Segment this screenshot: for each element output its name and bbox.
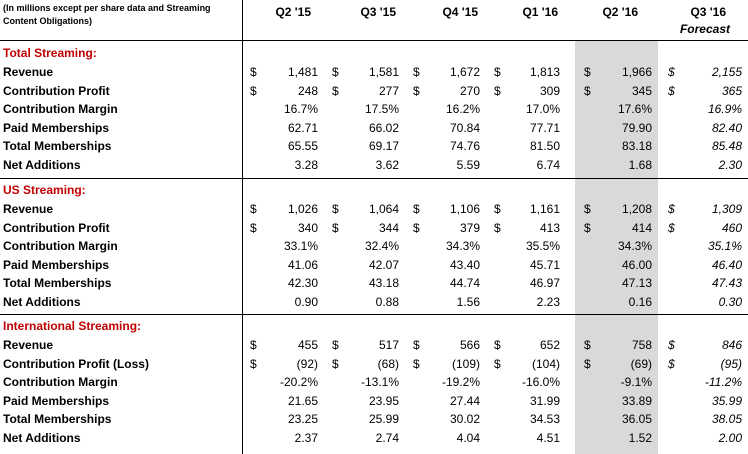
- cell-value: 1,481: [287, 65, 318, 79]
- header-rule: [0, 40, 748, 41]
- cell-value: 25.99: [368, 412, 399, 426]
- cell-value: 1,026: [287, 202, 318, 216]
- cell-value: 82.40: [711, 120, 742, 135]
- cell-value: 3.28: [294, 157, 318, 172]
- cell-value: 35.99: [711, 393, 742, 408]
- currency-symbol: $: [250, 202, 257, 216]
- currency-symbol: $: [668, 356, 675, 371]
- currency-symbol: $: [250, 83, 257, 98]
- cell-value: 0.30: [718, 294, 742, 309]
- cell-value: 846: [721, 338, 742, 352]
- currency-symbol: $: [332, 65, 339, 79]
- cell-value: -9.1%: [620, 375, 652, 389]
- cell-value: 517: [378, 338, 399, 352]
- currency-symbol: $: [413, 338, 420, 352]
- cell-value: 1,208: [621, 202, 652, 216]
- forecast-label: Forecast: [679, 22, 730, 36]
- cell-value: -13.1%: [360, 375, 399, 389]
- cell-value: 17.5%: [364, 102, 399, 116]
- cell-value: 2.37: [294, 430, 318, 445]
- cell-value: 3.62: [375, 157, 399, 172]
- table-row: [0, 119, 748, 137]
- cell-value: -16.0%: [521, 375, 560, 389]
- cell-value: 340: [297, 220, 318, 235]
- cell-value: 66.02: [368, 120, 399, 135]
- currency-symbol: $: [250, 356, 257, 371]
- column-header-q4-15: Q4 '15: [442, 5, 478, 19]
- cell-value: 1.68: [628, 157, 652, 172]
- cell-value: 31.99: [529, 393, 560, 408]
- table-row: [0, 429, 748, 447]
- cell-value: 2.74: [375, 430, 399, 445]
- cell-value: 16.2%: [445, 102, 480, 116]
- cell-value: 47.13: [621, 276, 652, 290]
- cell-value: 17.6%: [617, 102, 652, 116]
- cell-value: 345: [631, 83, 652, 98]
- cell-value: 77.71: [529, 120, 560, 135]
- cell-value: 79.90: [621, 120, 652, 135]
- cell-value: 758: [631, 338, 652, 352]
- cell-value: 460: [721, 220, 742, 235]
- cell-value: 46.00: [621, 257, 652, 272]
- cell-value: 1,161: [529, 202, 560, 216]
- currency-symbol: $: [668, 338, 675, 352]
- cell-value: 35.1%: [707, 239, 742, 253]
- cell-value: 5.59: [456, 157, 480, 172]
- cell-value: 0.90: [294, 294, 318, 309]
- cell-value: 44.74: [449, 276, 480, 290]
- row-label: Total Memberships: [3, 139, 112, 153]
- cell-value: 1,106: [449, 202, 480, 216]
- currency-symbol: $: [332, 356, 339, 371]
- row-label: Net Additions: [3, 430, 81, 445]
- cell-value: 379: [459, 220, 480, 235]
- column-header-q3-16: Q3 '16: [690, 5, 726, 19]
- currency-symbol: $: [668, 220, 675, 235]
- currency-symbol: $: [494, 83, 501, 98]
- cell-value: 47.43: [711, 276, 742, 290]
- cell-value: 32.4%: [364, 239, 399, 253]
- table-row: [0, 100, 748, 118]
- currency-symbol: $: [250, 338, 257, 352]
- cell-value: (109): [451, 356, 480, 371]
- table-row: [0, 219, 748, 237]
- currency-symbol: $: [250, 65, 257, 79]
- table-row: [0, 373, 748, 391]
- currency-symbol: $: [413, 83, 420, 98]
- column-header-q2-15: Q2 '15: [275, 5, 311, 19]
- cell-value: 85.48: [711, 139, 742, 153]
- currency-symbol: $: [332, 202, 339, 216]
- table-row: [0, 63, 748, 81]
- cell-value: 309: [539, 83, 560, 98]
- cell-value: (92): [296, 356, 318, 371]
- cell-value: 6.74: [536, 157, 560, 172]
- currency-symbol: $: [250, 220, 257, 235]
- cell-value: (68): [377, 356, 399, 371]
- cell-value: 33.1%: [283, 239, 318, 253]
- row-label: Net Additions: [3, 294, 81, 309]
- cell-value: (69): [630, 356, 652, 371]
- cell-value: 34.3%: [617, 239, 652, 253]
- currency-symbol: $: [668, 202, 675, 216]
- cell-value: 4.51: [536, 430, 560, 445]
- cell-value: 248: [297, 83, 318, 98]
- cell-value: 38.05: [711, 412, 742, 426]
- table-row: [0, 237, 748, 255]
- cell-value: 455: [297, 338, 318, 352]
- row-label: Contribution Margin: [3, 239, 118, 253]
- cell-value: 413: [539, 220, 560, 235]
- cell-value: 45.71: [529, 257, 560, 272]
- row-label: Revenue: [3, 338, 54, 352]
- section-title: US Streaming:: [3, 183, 86, 197]
- cell-value: 74.76: [449, 139, 480, 153]
- cell-value: 414: [631, 220, 652, 235]
- row-label: Total Memberships: [3, 412, 112, 426]
- currency-symbol: $: [584, 356, 591, 371]
- table-row: [0, 355, 748, 373]
- currency-symbol: $: [332, 338, 339, 352]
- cell-value: 42.07: [368, 257, 399, 272]
- currency-symbol: $: [494, 220, 501, 235]
- cell-value: 41.06: [287, 257, 318, 272]
- currency-symbol: $: [668, 65, 675, 79]
- currency-symbol: $: [584, 220, 591, 235]
- row-label: Revenue: [3, 202, 54, 216]
- currency-symbol: $: [332, 220, 339, 235]
- cell-value: 21.65: [287, 393, 318, 408]
- cell-value: 270: [459, 83, 480, 98]
- currency-symbol: $: [413, 65, 420, 79]
- cell-value: -19.2%: [441, 375, 480, 389]
- cell-value: 2.23: [536, 294, 560, 309]
- cell-value: 2.30: [718, 157, 742, 172]
- currency-symbol: $: [584, 338, 591, 352]
- cell-value: 65.55: [287, 139, 318, 153]
- cell-value: 0.88: [375, 294, 399, 309]
- cell-value: 1,064: [368, 202, 399, 216]
- row-label: Paid Memberships: [3, 393, 110, 408]
- cell-value: 23.25: [287, 412, 318, 426]
- table-row: [0, 392, 748, 410]
- cell-value: 83.18: [621, 139, 652, 153]
- table-row: [0, 410, 748, 428]
- cell-value: 16.9%: [707, 102, 742, 116]
- cell-value: (95): [720, 356, 742, 371]
- table-row: [0, 82, 748, 100]
- currency-symbol: $: [494, 65, 501, 79]
- row-label: Contribution Margin: [3, 102, 118, 116]
- cell-value: 16.7%: [283, 102, 318, 116]
- cell-value: 43.40: [449, 257, 480, 272]
- cell-value: 2,155: [711, 65, 742, 79]
- cell-value: 69.17: [368, 139, 399, 153]
- cell-value: 344: [378, 220, 399, 235]
- row-label: Paid Memberships: [3, 120, 110, 135]
- cell-value: 1,581: [368, 65, 399, 79]
- cell-value: 17.0%: [525, 102, 560, 116]
- cell-value: 42.30: [287, 276, 318, 290]
- table-row: [0, 336, 748, 354]
- cell-value: 33.89: [621, 393, 652, 408]
- section-title-row: [0, 44, 748, 62]
- cell-value: 46.97: [529, 276, 560, 290]
- currency-symbol: $: [668, 83, 675, 98]
- cell-value: 0.16: [628, 294, 652, 309]
- cell-value: 34.3%: [445, 239, 480, 253]
- cell-value: 34.53: [529, 412, 560, 426]
- cell-value: -11.2%: [704, 375, 742, 389]
- table-row: [0, 137, 748, 155]
- row-label: Paid Memberships: [3, 257, 110, 272]
- cell-value: 35.5%: [525, 239, 560, 253]
- column-header-q1-16: Q1 '16: [522, 5, 558, 19]
- section-title-row: [0, 181, 748, 199]
- cell-value: 4.04: [456, 430, 480, 445]
- row-label: Contribution Margin: [3, 375, 118, 389]
- table-row: [0, 200, 748, 218]
- column-header-q3-15: Q3 '15: [360, 5, 396, 19]
- section-rule: [0, 314, 748, 315]
- row-label: Net Additions: [3, 157, 81, 172]
- cell-value: 62.71: [287, 120, 318, 135]
- currency-symbol: $: [413, 202, 420, 216]
- table-row: [0, 274, 748, 292]
- cell-value: 30.02: [449, 412, 480, 426]
- currency-symbol: $: [584, 83, 591, 98]
- cell-value: 365: [721, 83, 742, 98]
- cell-value: 652: [539, 338, 560, 352]
- cell-value: 27.44: [449, 393, 480, 408]
- cell-value: 1,309: [711, 202, 742, 216]
- cell-value: 2.00: [718, 430, 742, 445]
- cell-value: 1,672: [449, 65, 480, 79]
- currency-symbol: $: [584, 202, 591, 216]
- currency-symbol: $: [494, 202, 501, 216]
- cell-value: 81.50: [529, 139, 560, 153]
- cell-value: 43.18: [368, 276, 399, 290]
- cell-value: 1.52: [628, 430, 652, 445]
- section-title: International Streaming:: [3, 319, 142, 333]
- section-title-row: [0, 317, 748, 335]
- currency-symbol: $: [413, 220, 420, 235]
- currency-symbol: $: [494, 356, 501, 371]
- cell-value: 70.84: [449, 120, 480, 135]
- cell-value: 1,813: [529, 65, 560, 79]
- cell-value: 1,966: [621, 65, 652, 79]
- table-row: [0, 293, 748, 311]
- section-rule: [0, 178, 748, 179]
- cell-value: 566: [459, 338, 480, 352]
- table-row: [0, 256, 748, 274]
- row-label: Contribution Profit: [3, 83, 110, 98]
- cell-value: 36.05: [621, 412, 652, 426]
- cell-value: 1.56: [456, 294, 480, 309]
- units-note: (In millions except per share data and Streaming Content Obligations): [3, 3, 211, 26]
- cell-value: (104): [531, 356, 560, 371]
- row-label: Contribution Profit: [3, 220, 110, 235]
- section-title: Total Streaming:: [3, 46, 97, 60]
- column-header-q2-16: Q2 '16: [602, 5, 638, 19]
- currency-symbol: $: [584, 65, 591, 79]
- cell-value: 46.40: [711, 257, 742, 272]
- currency-symbol: $: [332, 83, 339, 98]
- currency-symbol: $: [494, 338, 501, 352]
- row-label: Total Memberships: [3, 276, 112, 290]
- currency-symbol: $: [413, 356, 420, 371]
- table-row: [0, 156, 748, 174]
- cell-value: 23.95: [368, 393, 399, 408]
- cell-value: -20.2%: [279, 375, 318, 389]
- row-label: Contribution Profit (Loss): [3, 356, 149, 371]
- row-label: Revenue: [3, 65, 54, 79]
- cell-value: 277: [378, 83, 399, 98]
